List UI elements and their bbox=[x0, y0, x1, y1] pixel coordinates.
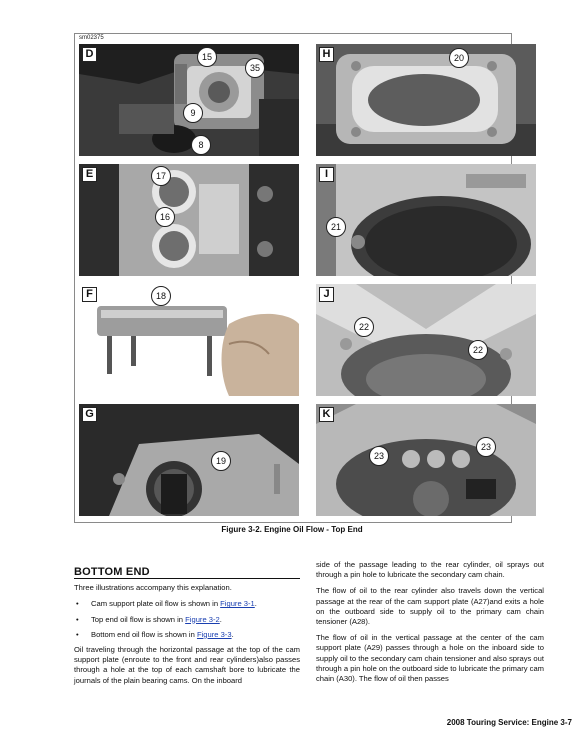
figure-3-3-link[interactable]: Figure 3-3 bbox=[196, 629, 232, 639]
panel-e-photo bbox=[79, 164, 299, 276]
right-column bbox=[316, 560, 544, 690]
panel-i-photo bbox=[316, 164, 536, 276]
panel-label-i: I bbox=[319, 167, 334, 182]
panel-label-j: J bbox=[319, 287, 334, 302]
panel-i bbox=[316, 164, 536, 276]
panel-label-g: G bbox=[82, 407, 97, 422]
left-paragraph: Oil traveling through the horizontal passage at the top of the cam support plate (enroute to the front and rear cylinders)also passes through a hole at the top of each camshaft bore to lubricate the journals of the plain bearing cams. On the inboard bbox=[74, 645, 300, 685]
section-intro: Three illustrations accompany this explanation. bbox=[74, 583, 232, 593]
panel-label-f: F bbox=[82, 287, 97, 302]
panel-label-k: K bbox=[319, 407, 334, 422]
right-paragraph-2: The flow of oil to the rear cylinder also travels down the vertical passage at the rear of the cam support plate (A27)and exits a hole on the outboard side to supply oil to the primary cam chain tensioner (A28). bbox=[316, 586, 544, 627]
panel-k bbox=[316, 404, 536, 516]
figure-frame bbox=[74, 33, 512, 523]
panel-f bbox=[79, 284, 299, 396]
figure-caption: Figure 3-2. Engine Oil Flow - Top End bbox=[221, 525, 363, 534]
panel-g-photo bbox=[79, 404, 299, 516]
panel-label-d: D bbox=[82, 47, 97, 62]
panel-d bbox=[79, 44, 299, 156]
bullet-suffix: . bbox=[254, 599, 257, 609]
figure-3-1-link[interactable]: Figure 3-1 bbox=[220, 599, 255, 609]
callout-23-left: 23 bbox=[369, 446, 389, 466]
bullet-suffix: . bbox=[231, 629, 234, 639]
callout-23-right: 23 bbox=[476, 437, 496, 457]
bullet-suffix: . bbox=[219, 614, 222, 624]
left-column bbox=[74, 567, 300, 692]
panel-j-photo bbox=[316, 284, 536, 396]
callout-9: 9 bbox=[183, 103, 203, 123]
bullet-item bbox=[74, 630, 300, 640]
bullet-item bbox=[74, 599, 300, 609]
callout-21: 21 bbox=[326, 217, 346, 237]
callout-17: 17 bbox=[151, 166, 171, 186]
bullet-text: Top end oil flow is shown in bbox=[91, 614, 186, 624]
panel-d-photo bbox=[79, 44, 299, 156]
panel-label-e: E bbox=[82, 167, 97, 182]
callout-16: 16 bbox=[155, 207, 175, 227]
panel-label-h: H bbox=[319, 47, 334, 62]
bullet-text: Cam support plate oil flow is shown in bbox=[91, 599, 221, 609]
callout-22-left: 22 bbox=[354, 317, 374, 337]
panel-e bbox=[79, 164, 299, 276]
callout-22-right: 22 bbox=[468, 340, 488, 360]
figure-3-2-link[interactable]: Figure 3-2 bbox=[185, 614, 220, 624]
panel-h-photo bbox=[316, 44, 536, 156]
panel-h bbox=[316, 44, 536, 156]
panel-j bbox=[316, 284, 536, 396]
callout-15: 15 bbox=[197, 47, 217, 67]
bullet-text: Bottom end oil flow is shown in bbox=[91, 629, 197, 639]
callout-8: 8 bbox=[191, 135, 211, 155]
callout-18: 18 bbox=[151, 286, 171, 306]
panel-f-photo bbox=[79, 284, 299, 396]
page-footer: 2008 Touring Service: Engine 3-7 bbox=[446, 718, 572, 727]
panel-k-photo bbox=[316, 404, 536, 516]
callout-35: 35 bbox=[245, 58, 265, 78]
bullet-list bbox=[74, 599, 300, 640]
right-paragraph-3: The flow of oil in the vertical passage at the center of the cam support plate (A29) passes through a hole on the inboard side to supply oil to the secondary cam chain tensioner and also sprays out through a pin hole on the outboard side to lubricate the primary cam chain (A30). The flow of oil then passes bbox=[316, 633, 544, 684]
figure-id-label: sm02375 bbox=[79, 35, 104, 41]
callout-20: 20 bbox=[449, 48, 469, 68]
right-paragraph-1: side of the passage leading to the rear cylinder, oil sprays out through a pin hole to lubricate the secondary cam chain. bbox=[316, 560, 544, 580]
callout-19: 19 bbox=[211, 451, 231, 471]
bullet-item bbox=[74, 615, 300, 625]
section-heading: BOTTOM END bbox=[74, 567, 300, 579]
panel-g bbox=[79, 404, 299, 516]
